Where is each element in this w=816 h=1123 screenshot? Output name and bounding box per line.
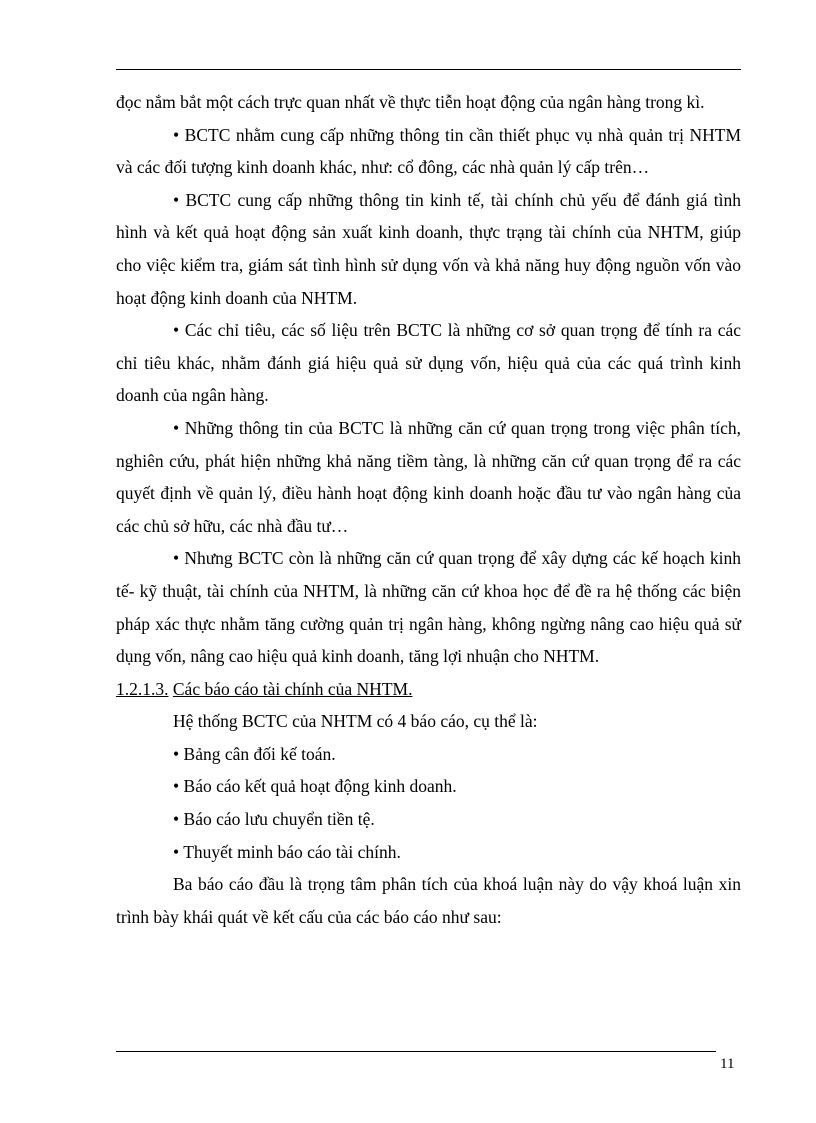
list-item-text: Thuyết minh báo cáo tài chính. bbox=[183, 841, 401, 862]
header-rule bbox=[116, 69, 741, 70]
paragraph-text: Hệ thống BCTC của NHTM có 4 báo cáo, cụ thể là: bbox=[173, 711, 538, 732]
page-body bbox=[116, 86, 741, 933]
bullet-icon: • bbox=[173, 417, 180, 438]
paragraph-text: Ba báo cáo đầu là trọng tâm phân tích của khoá luận này do vậy khoá luận xin trình bày khái quát về kết cấu của các báo cáo như sau: bbox=[116, 874, 741, 927]
list-item bbox=[116, 803, 741, 836]
paragraph-text: BCTC nhằm cung cấp những thông tin cần thiết phục vụ nhà quản trị NHTM và các đối tượng kinh doanh khác, như: cổ đông, các nhà quản lý cấp trên… bbox=[116, 124, 741, 178]
list-item bbox=[116, 770, 741, 803]
list-item bbox=[116, 738, 741, 771]
section-title: Các báo cáo tài chính của NHTM. bbox=[172, 678, 413, 699]
paragraph-text: Những thông tin của BCTC là những căn cứ quan trọng trong việc phân tích, nghiên cứu, phát hiện những khả năng tiềm tàng, là những căn cứ quan trọng để ra các quyết định về quản lý, điều hành hoạt động kinh doanh hoặc đầu tư vào ngân hàng của các chủ sở hữu, các nhà đầu tư… bbox=[116, 417, 741, 536]
bullet-icon: • bbox=[173, 809, 180, 830]
bullet-paragraph bbox=[116, 184, 741, 314]
bullet-paragraph bbox=[116, 542, 741, 672]
paragraph-text: đọc nắm bắt một cách trực quan nhất về thực tiễn hoạt động của ngân hàng trong kì. bbox=[116, 92, 705, 112]
paragraph-continuation bbox=[116, 86, 741, 119]
list-item bbox=[116, 836, 741, 869]
bullet-icon: • bbox=[173, 320, 180, 341]
bullet-icon: • bbox=[173, 124, 180, 145]
bullet-icon: • bbox=[173, 776, 180, 797]
bullet-icon: • bbox=[173, 548, 180, 569]
intro-paragraph bbox=[116, 705, 741, 738]
section-heading bbox=[116, 673, 741, 706]
bullet-paragraph bbox=[116, 412, 741, 542]
bullet-icon: • bbox=[173, 841, 180, 862]
paragraph-text: Các chỉ tiêu, các số liệu trên BCTC là những cơ sở quan trọng để tính ra các chỉ tiêu khác, nhằm đánh giá hiệu quả sử dụng vốn, hiệu quả của các quá trình kinh doanh của ngân hàng. bbox=[116, 320, 741, 406]
page-number: 11 bbox=[720, 1056, 735, 1072]
paragraph-text: BCTC cung cấp những thông tin kinh tế, tài chính chủ yếu để đánh giá tình hình và kết quả hoạt động sản xuất kinh doanh, thực trạng tài chính của NHTM, giúp cho việc kiểm tra, giám sát tình hình sử dụng vốn và khả năng huy động nguồn vốn vào hoạt động kinh doanh của NHTM. bbox=[116, 189, 741, 308]
footer-rule bbox=[116, 1051, 716, 1052]
bullet-paragraph bbox=[116, 314, 741, 412]
list-item-text: Bảng cân đối kế toán. bbox=[183, 743, 336, 764]
paragraph-text: Nhưng BCTC còn là những căn cứ quan trọng để xây dựng các kế hoạch kinh tế- kỹ thuật, tài chính của NHTM, là những căn cứ khoa học để đề ra hệ thống các biện pháp xác thực nhằm tăng cường quản trị ngân hàng, không ngừng nâng cao hiệu quả sử dụng vốn, nâng cao hiệu quả kinh doanh, tăng lợi nhuận cho NHTM. bbox=[116, 548, 741, 667]
closing-paragraph bbox=[116, 868, 741, 933]
bullet-paragraph bbox=[116, 119, 741, 184]
section-number: 1.2.1.3. bbox=[116, 678, 169, 699]
list-item-text: Báo cáo lưu chuyển tiền tệ. bbox=[183, 809, 375, 830]
bullet-icon: • bbox=[173, 743, 180, 764]
list-item-text: Báo cáo kết quả hoạt động kinh doanh. bbox=[183, 776, 457, 797]
bullet-icon: • bbox=[173, 189, 180, 210]
